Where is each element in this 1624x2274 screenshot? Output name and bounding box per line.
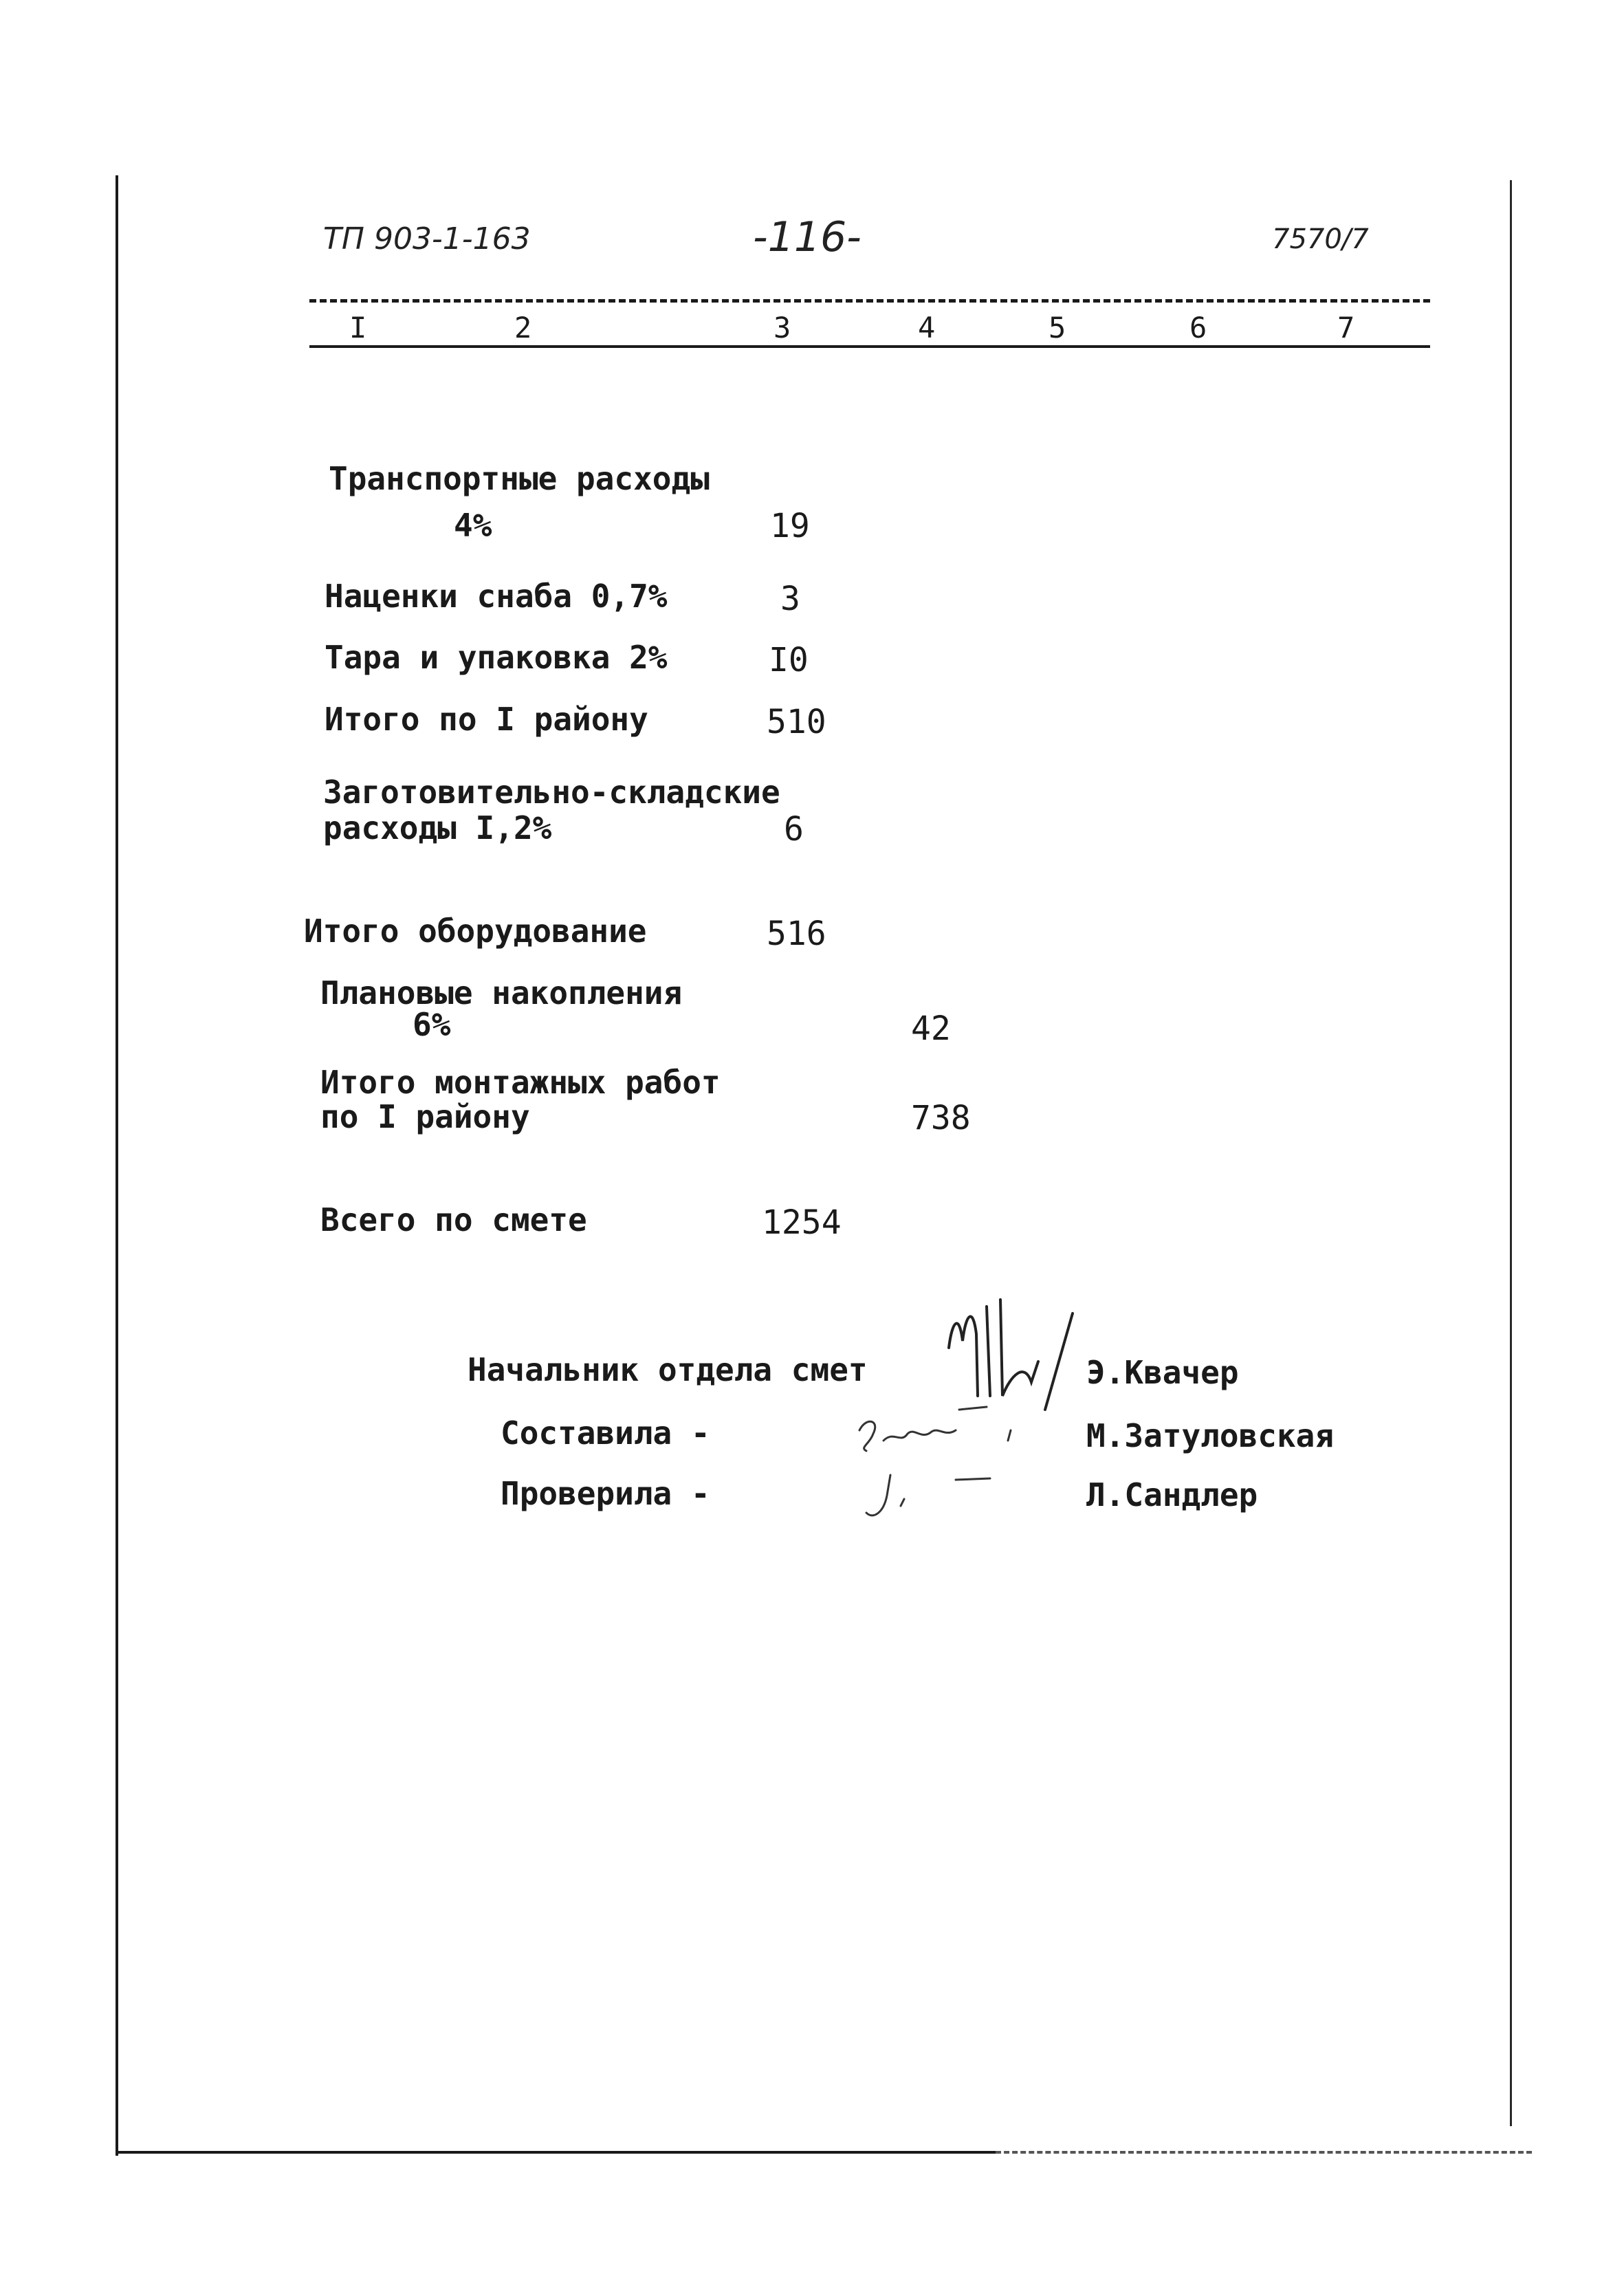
row-sublabel: 4% xyxy=(454,507,492,544)
row-label: Итого монтажных работ xyxy=(320,1064,721,1101)
bottom-border-line xyxy=(116,2151,996,2154)
column-number-2: 2 xyxy=(514,311,532,345)
row-value-col3: 1254 xyxy=(762,1203,842,1242)
row-value-col4: 738 xyxy=(911,1099,971,1137)
signature-3-scribble xyxy=(853,1465,1031,1527)
page-number: -116- xyxy=(753,213,862,261)
row-label: Итого оборудование xyxy=(304,912,647,950)
right-border-line xyxy=(1510,180,1512,2126)
row-sublabel: расходы I,2% xyxy=(323,809,552,846)
column-number-5: 5 xyxy=(1049,311,1066,345)
row-value-col3: 516 xyxy=(767,915,826,953)
signature-2-scribble xyxy=(853,1403,1031,1465)
signature-name: Л.Сандлер xyxy=(1086,1476,1258,1513)
row-sublabel: по I району xyxy=(320,1098,530,1135)
signature-role: Проверила - xyxy=(501,1475,710,1512)
row-label: Транспортные расходы xyxy=(329,460,710,497)
signature-name: М.Затуловская xyxy=(1086,1417,1335,1454)
row-value-col4: 42 xyxy=(911,1009,951,1048)
row-value-col3: 19 xyxy=(770,507,810,545)
signature-role: Составила - xyxy=(501,1414,710,1452)
column-number-3: 3 xyxy=(773,311,791,345)
column-number-1: I xyxy=(349,311,367,345)
row-value-col3: I0 xyxy=(769,641,809,679)
row-label: Наценки снаба 0,7% xyxy=(325,578,668,615)
row-value-col3: 6 xyxy=(784,810,804,849)
column-number-6: 6 xyxy=(1189,311,1207,345)
column-number-7: 7 xyxy=(1337,311,1355,345)
header-solid-rule xyxy=(309,345,1430,348)
signature-1-scribble xyxy=(935,1293,1086,1417)
signature-role: Начальник отдела смет xyxy=(468,1351,868,1388)
row-value-col3: 3 xyxy=(780,580,800,618)
column-number-4: 4 xyxy=(918,311,936,345)
sheet-reference: 7570/7 xyxy=(1272,223,1369,255)
row-sublabel: 6% xyxy=(413,1006,451,1043)
row-label: Плановые накопления xyxy=(320,974,683,1012)
row-value-col3: 510 xyxy=(767,703,826,741)
row-label: Всего по смете xyxy=(320,1201,587,1238)
row-label: Заготовительно-складские xyxy=(323,774,780,811)
header-dashed-rule xyxy=(309,299,1430,303)
row-label: Итого по I району xyxy=(325,701,648,738)
bottom-border-dashed xyxy=(996,2151,1532,2154)
row-label: Тара и упаковка 2% xyxy=(325,639,668,676)
left-border-line xyxy=(116,175,118,2156)
signature-name: Э.Квачер xyxy=(1086,1354,1239,1391)
document-code: ТП 903-1-163 xyxy=(323,221,531,256)
